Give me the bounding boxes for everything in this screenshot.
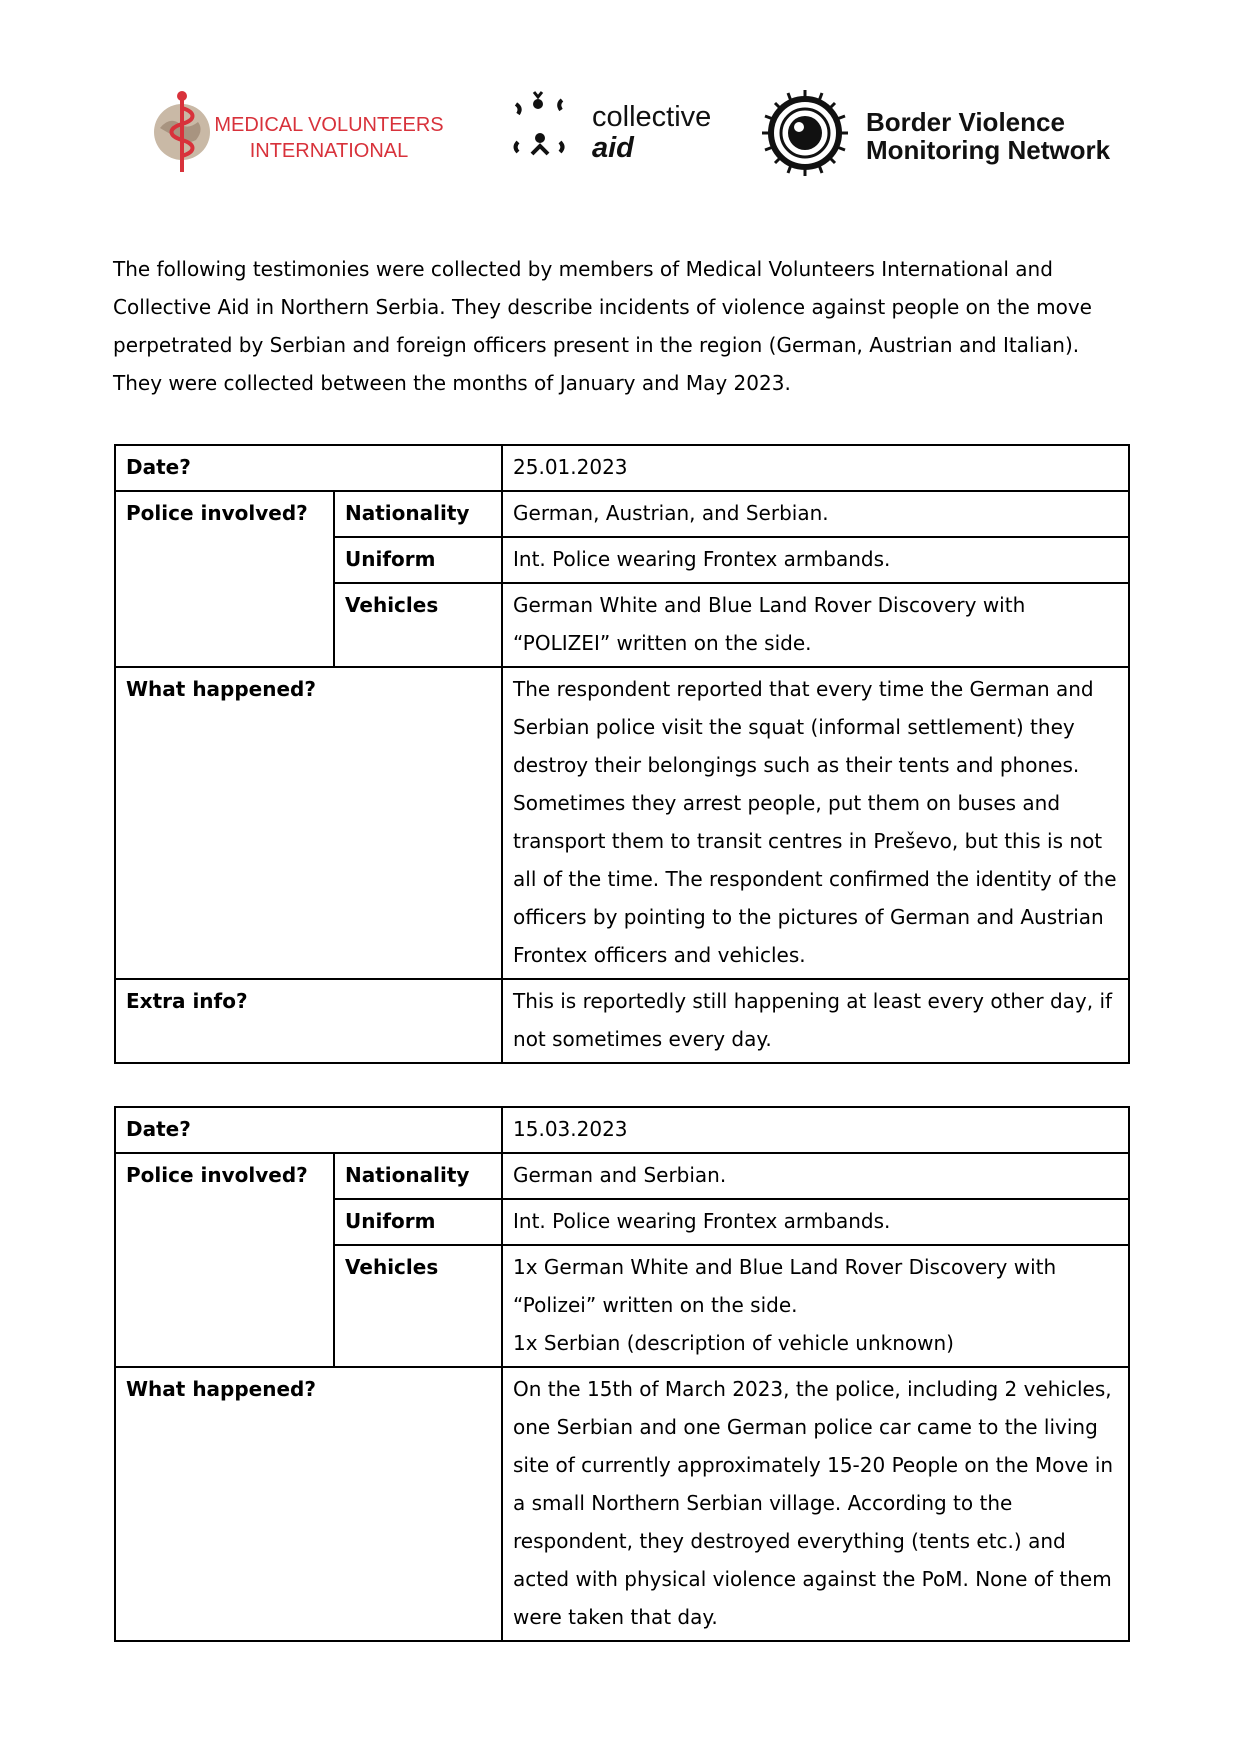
intro-paragraph: The following testimonies were collected by members of Medical Volunteers International and Collective Aid in Northern Serbia. They describe incidents of violence against people on the move perpetrated by Serbian and foreign officers present in the region (German, Austrian and Italian). They were collected between the months of January and May 2023. (113, 257, 1092, 395)
testimony-table-1 (114, 444, 1130, 1064)
extra-info-label: Extra info? (115, 979, 502, 1063)
collective-aid-line1: collective (592, 101, 712, 133)
nationality-value: German and Serbian. (502, 1153, 1129, 1199)
collective-aid-dots-icon (510, 90, 580, 170)
table-row (115, 1367, 1129, 1641)
header-logos (0, 80, 1242, 180)
collective-aid-line2: aid (592, 132, 634, 164)
testimony-table-2 (114, 1106, 1130, 1642)
extra-info-value: This is reportedly still happening at least every other day, if not sometimes every day. (502, 979, 1129, 1063)
mvi-logo-line2: INTERNATIONAL (249, 140, 409, 162)
table-row (115, 491, 1129, 537)
vehicles-label: Vehicles (334, 583, 502, 667)
bvmn-eye-icon (760, 88, 850, 178)
mvi-logo (150, 88, 450, 174)
vehicles-value (502, 583, 1129, 667)
uniform-label: Uniform (334, 1199, 502, 1245)
collective-aid-logo (510, 90, 730, 170)
nationality-value: German, Austrian, and Serbian. (502, 491, 1129, 537)
bvmn-line1: Border Violence (866, 107, 1065, 137)
uniform-value: Int. Police wearing Frontex armbands. (502, 1199, 1129, 1245)
table-row (115, 1107, 1129, 1153)
date-label: Date? (115, 445, 502, 491)
date-value: 15.03.2023 (502, 1107, 1129, 1153)
vehicle-line: 1x German White and Blue Land Rover Discovery with “Polizei” written on the side. (513, 1255, 1057, 1317)
what-happened-value: The respondent reported that every time the German and Serbian police visit the squat (informal settlement) they destroy their belongings such as their tents and phones. Sometimes they arrest people, put them on buses and transport them to transit centres in Preševo, but this is not all of the time. The respondent confirmed the identity of the officers by pointing to the pictures of German and Austrian Frontex officers and vehicles. (502, 667, 1129, 979)
nationality-label: Nationality (334, 1153, 502, 1199)
vehicles-value (502, 1245, 1129, 1367)
table-row (115, 1153, 1129, 1199)
vehicles-label: Vehicles (334, 1245, 502, 1367)
what-happened-label: What happened? (115, 667, 502, 979)
police-involved-label: Police involved? (115, 1153, 334, 1367)
date-label: Date? (115, 1107, 502, 1153)
police-involved-label: Police involved? (115, 491, 334, 667)
uniform-value: Int. Police wearing Frontex armbands. (502, 537, 1129, 583)
uniform-label: Uniform (334, 537, 502, 583)
date-value: 25.01.2023 (502, 445, 1129, 491)
what-happened-label: What happened? (115, 1367, 502, 1641)
bvmn-line2: Monitoring Network (866, 135, 1111, 165)
bvmn-logo (760, 88, 1140, 178)
mvi-globe-icon (150, 88, 214, 174)
vehicle-line: 1x Serbian (description of vehicle unknown) (513, 1331, 954, 1355)
table-row (115, 445, 1129, 491)
mvi-logo-line1: MEDICAL VOLUNTEERS (214, 114, 444, 136)
nationality-label: Nationality (334, 491, 502, 537)
what-happened-value: On the 15th of March 2023, the police, including 2 vehicles, one Serbian and one German police car came to the living site of currently approximately 15-20 People on the Move in a small Northern Serbian village. According to the respondent, they destroyed everything (tents etc.) and acted with physical violence against the PoM. None of them were taken that day. (502, 1367, 1129, 1641)
vehicle-line: German White and Blue Land Rover Discovery with “POLIZEI” written on the side. (513, 593, 1026, 655)
table-row (115, 667, 1129, 979)
table-row (115, 979, 1129, 1063)
